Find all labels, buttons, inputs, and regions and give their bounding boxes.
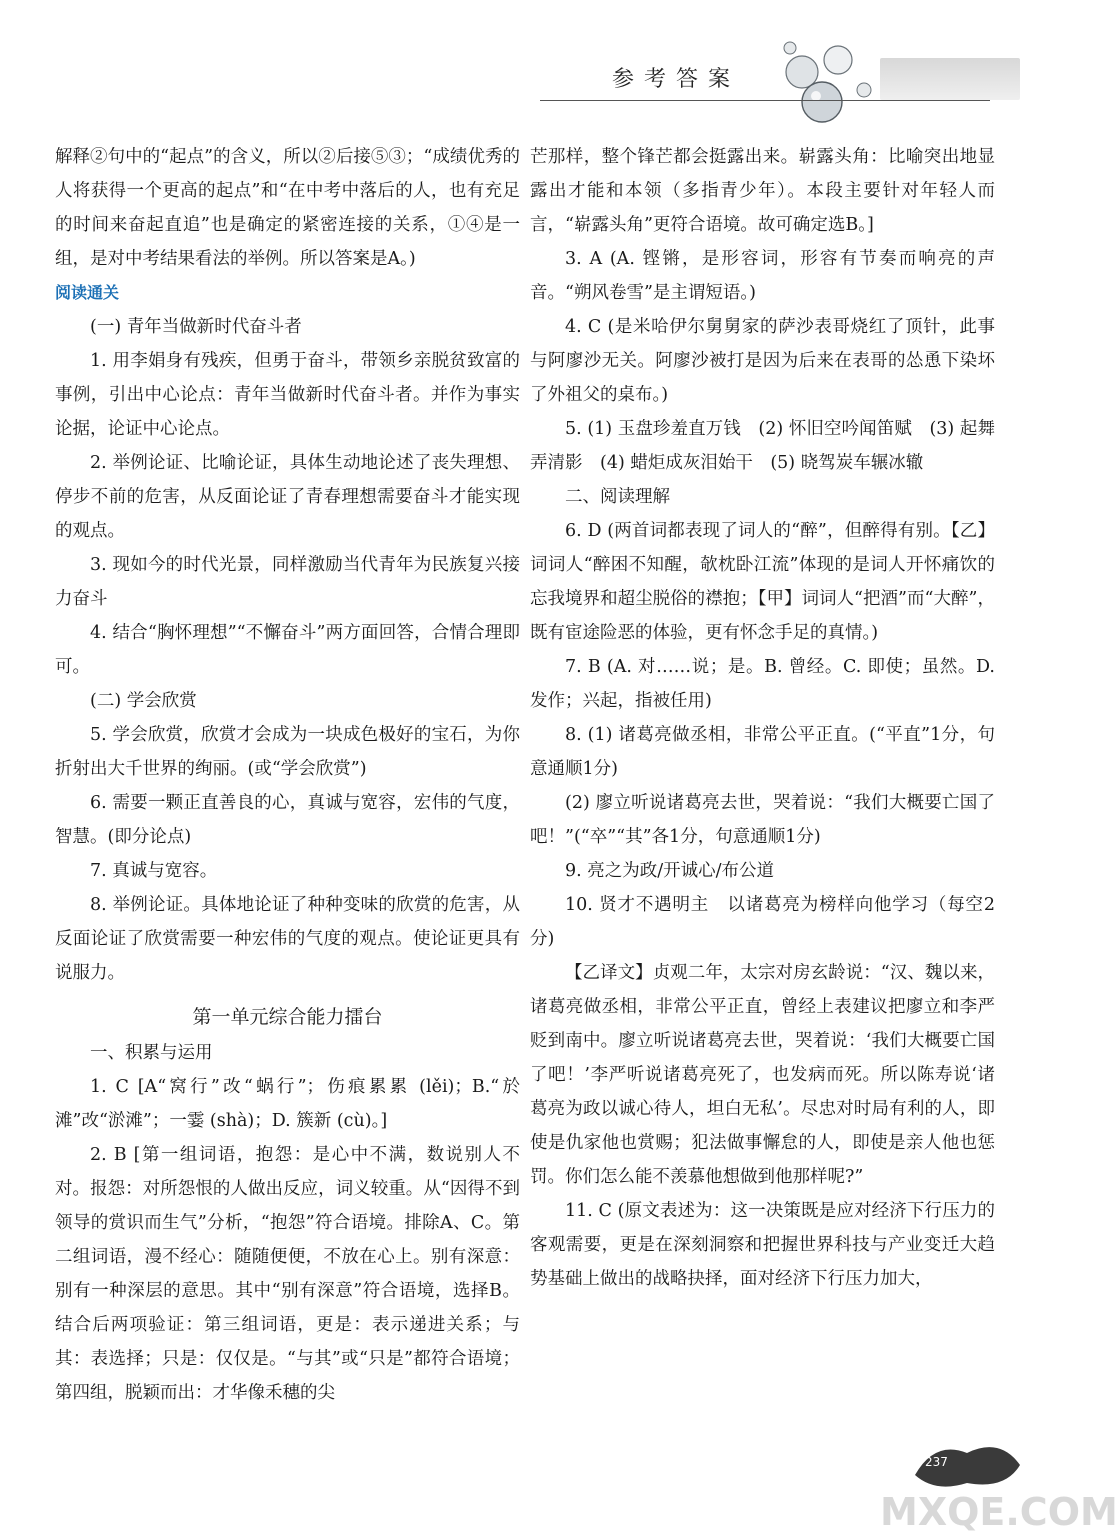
answer-paragraph: 6. 需要一颗正直善良的心，真诚与宽容，宏伟的气度，智慧。(即分论点) bbox=[55, 793, 520, 847]
answer-paragraph: 8. 举例论证。具体地论证了种种变味的欣赏的危害，从反面论证了欣赏需要一种宏伟的气度的观点。使论证更具有说服力。 bbox=[55, 895, 520, 983]
answer-paragraph: 4. C (是米哈伊尔舅舅家的萨沙表哥烧红了顶针，此事与阿廖沙无关。阿廖沙被打是因为后来在表哥的怂恿下染坏了外祖父的桌布。) bbox=[530, 317, 995, 405]
answer-paragraph: 【乙译文】贞观二年，太宗对房玄龄说：“汉、魏以来，诸葛亮做丞相，非常公平正直，曾经上表建议把廖立和李严贬到南中。廖立听说诸葛亮去世，哭着说：‘我们大概要亡国了吧！’李严听说诸葛亮死了，也发病而死。所以陈寿说‘诸葛亮为政以诚心待人，坦白无私’。尽忠对时局有利的人，即使是仇家他也赏赐；犯法做事懈怠的人，即使是亲人他也惩罚。你们怎么能不羡慕他想做到他那样呢?” bbox=[530, 963, 995, 1187]
answer-paragraph: 9. 亮之为政/开诚心/布公道 bbox=[565, 861, 775, 881]
answer-paragraph: 11. C (原文表述为：这一决策既是应对经济下行压力的客观需要，更是在深刻洞察和把握世界科技与产业变迁大趋势基础上做出的战略抉择，面对经济下行压力加大， bbox=[530, 1201, 995, 1289]
answer-paragraph: 2. B [第一组词语，抱怨：是心中不满，数说别人不对。报怨：对所怨恨的人做出反应，词义较重。从“因得不到领导的赏识而生气”分析，“抱怨”符合语境。排除A、C。第二组词语，漫不经心：随随便便，不放在心上。别有深意：别有一种深层的意思。其中“别有深意”符合语境，选择B。结合后两项验证：第三组词语，更是：表示递进关系；与其：表选择；只是：仅仅是。“与其”或“只是”都符合语境；第四组，脱颖而出：才华像禾穗的尖 bbox=[55, 1145, 520, 1403]
answer-paragraph: 解释②句中的“起点”的含义，所以②后接⑤③；“成绩优秀的人将获得一个更高的起点”和“在中考中落后的人，也有充足的时间来奋起直追”也是确定的紧密连接的关系，①④是一组，是对中考结果看法的举例。所以答案是A。) bbox=[55, 147, 520, 269]
answer-paragraph: 6. D (两首词都表现了词人的“醉”，但醉得有别。【乙】词词人“醉困不知醒，欹枕卧江流”体现的是词人开怀痛饮的忘我境界和超尘脱俗的襟抱；【甲】词词人“把酒”而“大醉”，既有宦途险恶的体验，更有怀念手足的真情。) bbox=[530, 521, 995, 643]
answer-paragraph: 5. 学会欣赏，欣赏才会成为一块成色极好的宝石，为你折射出大千世界的绚丽。(或“学会欣赏”) bbox=[55, 725, 520, 779]
answer-paragraph: 二、阅读理解 bbox=[565, 487, 670, 507]
answer-paragraph: (二) 学会欣赏 bbox=[90, 691, 197, 711]
answer-paragraph: 2. 举例论证、比喻论证，具体生动地论述了丧失理想、停步不前的危害，从反面论证了青春理想需要奋斗才能实现的观点。 bbox=[55, 453, 520, 541]
section-heading: 阅读通关 bbox=[55, 283, 120, 302]
right-column bbox=[530, 140, 995, 1296]
answer-paragraph: 8. (1) 诸葛亮做丞相，非常公平正直。(“平直”1分，句意通顺1分) bbox=[530, 725, 995, 779]
watermark: MXQE.COM bbox=[880, 1490, 1118, 1534]
answer-paragraph: 1. C [A“窝行”改“蜗行”；伤痕累累 (lěi)；B.“於滩”改“淤滩”；一霎 (shà)；D. 簇新 (cù)。] bbox=[55, 1077, 520, 1131]
answer-paragraph: 7. 真诚与宽容。 bbox=[90, 861, 218, 881]
answer-paragraph: (2) 廖立听说诸葛亮去世，哭着说：“我们大概要亡国了吧！”(“卒”“其”各1分，句意通顺1分) bbox=[530, 793, 995, 847]
answer-paragraph: 1. 用李娟身有残疾，但勇于奋斗，带领乡亲脱贫致富的事例，引出中心论点：青年当做新时代奋斗者。并作为事实论据，论证中心论点。 bbox=[55, 351, 520, 439]
unit-title: 第一单元综合能力擂台 bbox=[192, 1006, 383, 1028]
bubbles-decoration-icon bbox=[772, 30, 882, 140]
answer-paragraph: 3. A (A. 铿锵，是形容词，形容有节奏而响亮的声音。“朔风卷雪”是主谓短语。) bbox=[530, 249, 995, 303]
answer-paragraph: 10. 贤才不遇明主 以诸葛亮为榜样向他学习（每空2分) bbox=[530, 895, 995, 949]
answer-paragraph: 芒那样，整个锋芒都会挺露出来。崭露头角：比喻突出地显露出才能和本领（多指青少年）。本段主要针对年轻人而言，“崭露头角”更符合语境。故可确定选B。] bbox=[530, 147, 995, 235]
answer-paragraph: 4. 结合“胸怀理想”“不懈奋斗”两方面回答，合情合理即可。 bbox=[55, 623, 520, 677]
header-gray-bar bbox=[880, 58, 1020, 100]
answer-paragraph: 3. 现如今的时代光景，同样激励当代青年为民族复兴接力奋斗 bbox=[55, 555, 520, 609]
header-rule bbox=[540, 100, 990, 101]
answer-paragraph: (一) 青年当做新时代奋斗者 bbox=[90, 317, 302, 337]
header-title: 参考答案 bbox=[612, 67, 741, 92]
left-column bbox=[55, 140, 520, 1410]
answer-paragraph: 7. B (A. 对……说；是。B. 曾经。C. 即使；虽然。D. 发作；兴起，指被任用) bbox=[530, 657, 995, 711]
answer-paragraph: 一、积累与运用 bbox=[90, 1043, 213, 1063]
answer-paragraph: 5. (1) 玉盘珍羞直万钱 (2) 怀旧空吟闻笛赋 (3) 起舞弄清影 (4) 蜡炬成灰泪始干 (5) 晓驾炭车辗冰辙 bbox=[530, 419, 995, 473]
page-number: 237 bbox=[925, 1455, 948, 1469]
page-number-badge-icon bbox=[905, 1435, 1030, 1495]
